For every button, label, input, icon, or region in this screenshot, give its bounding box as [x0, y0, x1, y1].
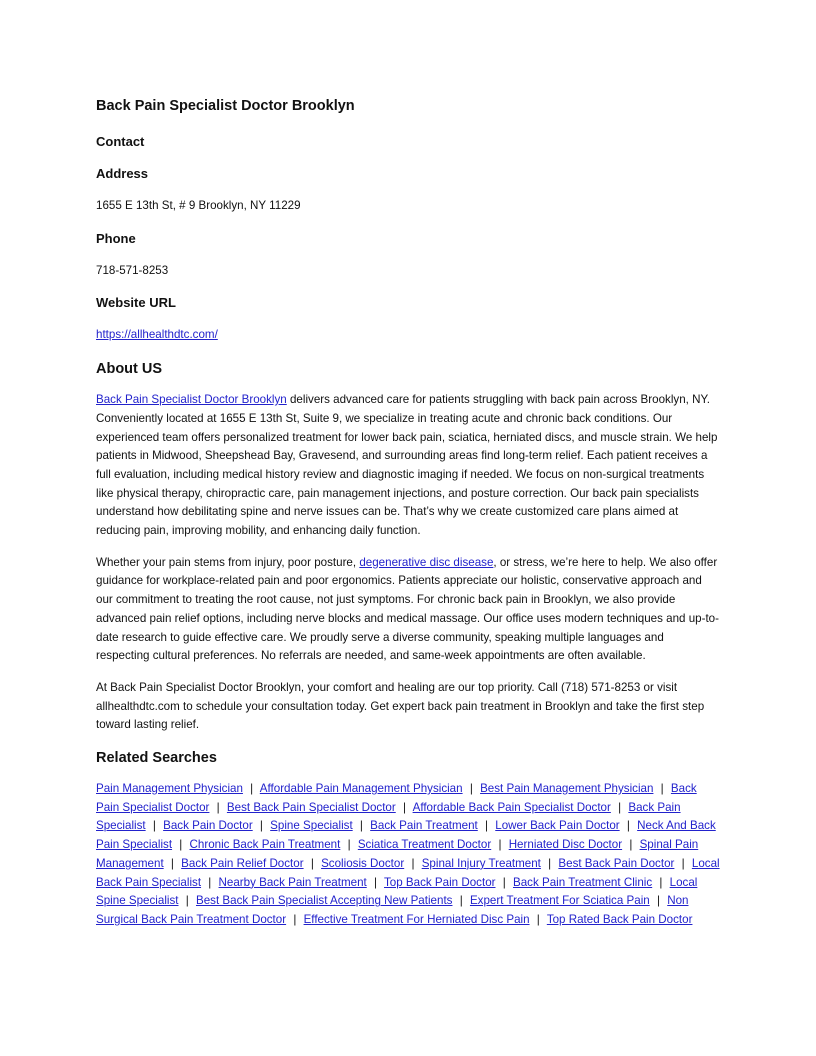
about-paragraph-2-after: , or stress, we’re here to help. We also offer guidance for workplace-related pain and poor ergonomics. Patients appreciate our holistic, conservative approach and our commitment to treating the root cause, not just symptoms. For chronic back pain in Brooklyn, we also provide advanced pain relief options, including nerve blocks and medical massage. Our office uses modern techniques and up-to-date research to guide effective care. We proudly serve a diverse community, speaking multiple languages and respecting cultural preferences. No referrals are needed, and same-week appointments are often available. [96, 555, 719, 663]
related-separator: | [310, 856, 314, 870]
related-search-link[interactable]: Scoliosis Doctor [321, 856, 405, 870]
related-searches-list [96, 780, 720, 930]
related-search-link[interactable]: Back Pain Doctor [163, 819, 253, 833]
related-separator: | [485, 819, 489, 833]
related-search-link[interactable]: Back Pain Treatment [370, 819, 478, 833]
related-search-link[interactable]: Spinal Injury Treatment [421, 856, 541, 870]
related-separator: | [170, 856, 174, 870]
about-paragraph-2-before: Whether your pain stems from injury, poor posture, [96, 555, 360, 569]
about-brand-link[interactable]: Back Pain Specialist Doctor Brooklyn [96, 393, 287, 407]
related-search-link[interactable]: Chronic Back Pain Treatment [189, 838, 341, 852]
related-separator: | [293, 912, 297, 926]
website-paragraph [96, 326, 720, 345]
address-text: 1655 E 13th St, # 9 Brooklyn, NY 11229 [96, 199, 301, 212]
related-separator: | [656, 894, 660, 908]
related-search-link[interactable]: Local Spine Specialist [96, 875, 698, 908]
related-separator: | [548, 856, 552, 870]
related-separator: | [618, 800, 622, 814]
related-separator: | [373, 875, 377, 889]
degenerative-disc-link[interactable]: degenerative disc disease [359, 555, 494, 569]
related-search-link[interactable]: Top Back Pain Doctor [384, 875, 496, 889]
related-separator: | [250, 782, 254, 796]
related-search-link[interactable]: Herniated Disc Doctor [508, 838, 623, 852]
related-search-link[interactable]: Best Back Pain Specialist Doctor [226, 800, 396, 814]
related-search-link[interactable]: Affordable Pain Management Physician [259, 782, 463, 796]
phone-text: 718-571-8253 [96, 263, 169, 277]
related-separator: | [259, 819, 263, 833]
related-separator: | [402, 800, 406, 814]
related-search-link[interactable]: Neck And Back Pain Specialist [96, 819, 716, 852]
related-separator: | [498, 838, 502, 852]
related-search-link[interactable]: Spinal Pain Management [96, 838, 699, 870]
related-separator: | [629, 838, 633, 852]
related-search-link[interactable]: Non Surgical Back Pain Treatment Doctor [96, 894, 689, 926]
related-separator: | [208, 875, 212, 889]
related-separator: | [459, 894, 463, 908]
related-separator: | [359, 819, 363, 833]
about-paragraph-3: At Back Pain Specialist Doctor Brooklyn, your comfort and healing are our top priority. Call (718) 571-8253 or visit allhealthdtc.com to schedule your consultation today. Get expert back pain treatment in Brooklyn and take the first step toward lasting relief. [96, 680, 705, 732]
related-separator: | [347, 838, 351, 852]
related-search-link[interactable]: Best Back Pain Doctor [558, 856, 675, 870]
related-separator: | [660, 782, 664, 796]
about-paragraph-1-text: delivers advanced care for patients struggling with back pain across Brooklyn, NY. Conveniently located at 1655 E 13th St, Suite 9, we specialize in treating acute and chronic back conditions. Our experienced team offers personalized treatment for lower back pain, sciatica, herniated discs, and muscle strain. We help patients in Midwood, Sheepshead Bay, Gravesend, and surrounding areas find long-term relief. Each patient receives a full evaluation, including medical history review and diagnostic imaging if needed. We focus on non-surgical treatments like physical therapy, chiropractic care, pain management injections, and posture correction. Our back pain specialists understand how debilitating spine and nerve issues can be. That’s why we create customized care plans aimed at reducing pain, improving mobility, and enhancing daily function. [96, 393, 718, 538]
related-separator: | [659, 875, 663, 889]
related-separator: | [152, 819, 156, 833]
related-search-link[interactable]: Lower Back Pain Doctor [495, 819, 620, 833]
website-heading: Website URL [96, 295, 176, 311]
phone-heading: Phone [96, 230, 136, 246]
related-search-link[interactable]: Back Pain Specialist Doctor [96, 782, 697, 814]
related-separator: | [536, 912, 540, 926]
related-separator: | [469, 782, 473, 796]
related-search-link[interactable]: Back Pain Specialist [96, 800, 681, 833]
related-search-link[interactable]: Local Back Pain Specialist [96, 856, 720, 889]
related-heading: Related Searches [96, 750, 217, 767]
related-search-link[interactable]: Pain Management Physician [96, 782, 243, 796]
related-search-link[interactable]: Affordable Back Pain Specialist Doctor [412, 800, 611, 814]
related-search-link[interactable]: Sciatica Treatment Doctor [357, 838, 492, 852]
related-separator: | [502, 875, 506, 889]
related-separator: | [626, 819, 630, 833]
related-search-link[interactable]: Expert Treatment For Sciatica Pain [469, 894, 650, 908]
related-search-link[interactable]: Best Pain Management Physician [480, 782, 654, 796]
related-search-link[interactable]: Spine Specialist [270, 819, 353, 833]
related-search-link[interactable]: Effective Treatment For Herniated Disc Pain [303, 912, 530, 926]
related-separator: | [411, 856, 415, 870]
document-page [96, 96, 720, 930]
related-search-link[interactable]: Nearby Back Pain Treatment [218, 875, 367, 889]
about-heading: About US [96, 361, 163, 378]
related-separator: | [185, 894, 189, 908]
page-title: Back Pain Specialist Doctor Brooklyn [96, 98, 355, 114]
related-search-link[interactable]: Best Back Pain Specialist Accepting New Patients [195, 894, 453, 908]
related-separator: | [179, 838, 183, 852]
contact-heading: Contact [96, 134, 145, 149]
address-heading: Address [96, 166, 149, 181]
related-search-link[interactable]: Back Pain Relief Doctor [181, 856, 304, 870]
about-paragraph-2 [96, 554, 720, 666]
related-separator: | [681, 856, 685, 870]
related-separator: | [216, 800, 220, 814]
about-paragraph-1 [96, 391, 720, 541]
related-search-link[interactable]: Back Pain Treatment Clinic [512, 875, 653, 889]
website-link[interactable]: https://allhealthdtc.com/ [96, 328, 218, 342]
related-search-link[interactable]: Top Rated Back Pain Doctor [546, 912, 693, 926]
